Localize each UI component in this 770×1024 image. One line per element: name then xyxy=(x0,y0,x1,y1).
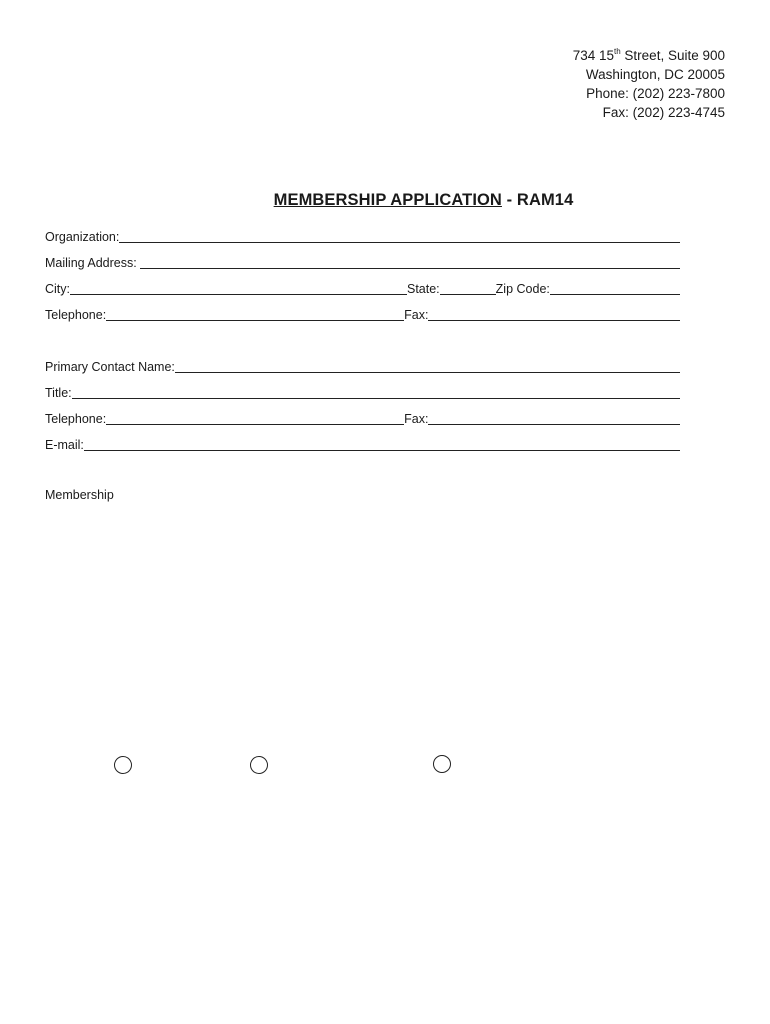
title-separator: - xyxy=(501,191,517,209)
zip-code-label: Zip Code: xyxy=(495,282,550,296)
membership-option-2-radio[interactable] xyxy=(250,756,268,774)
address-street: 734 15th Street, Suite 900 xyxy=(572,46,725,63)
city-label: City: xyxy=(45,282,70,296)
contact-telephone-fax-row xyxy=(45,410,680,426)
org-telephone-label: Telephone: xyxy=(45,308,107,322)
organization-address-block xyxy=(573,46,725,122)
mailing-address-row xyxy=(45,254,680,270)
contact-telephone-label: Telephone: xyxy=(45,412,107,426)
title-code: RAM14 xyxy=(516,191,574,209)
membership-label: Membership xyxy=(45,488,114,502)
contact-fax-field[interactable] xyxy=(428,424,680,425)
primary-contact-field[interactable] xyxy=(175,372,680,373)
contact-title-label: Title: xyxy=(45,386,72,400)
city-state-zip-row xyxy=(45,280,680,296)
primary-contact-row xyxy=(45,358,680,374)
contact-email-field[interactable] xyxy=(84,450,680,451)
address-phone: Phone: (202) 223-7800 xyxy=(586,86,725,101)
contact-telephone-field[interactable] xyxy=(106,424,404,425)
zip-code-field[interactable] xyxy=(550,294,680,295)
address-city: Washington, DC 20005 xyxy=(585,67,725,82)
contact-fax-label: Fax: xyxy=(404,412,429,426)
organization-row xyxy=(45,228,680,244)
address-fax: Fax: (202) 223-4745 xyxy=(602,105,725,120)
contact-title-row xyxy=(45,384,680,400)
organization-label: Organization: xyxy=(45,230,120,244)
state-field[interactable] xyxy=(440,294,496,295)
state-label: State: xyxy=(407,282,440,296)
org-fax-field[interactable] xyxy=(428,320,680,321)
primary-contact-label: Primary Contact Name: xyxy=(45,360,175,374)
membership-option-1-radio[interactable] xyxy=(114,756,132,774)
membership-option-3-radio[interactable] xyxy=(433,755,451,773)
mailing-address-label: Mailing Address: xyxy=(45,256,137,270)
org-telephone-fax-row xyxy=(45,306,680,322)
title-main: MEMBERSHIP APPLICATION xyxy=(273,191,502,209)
contact-email-label: E-mail: xyxy=(45,438,84,452)
contact-title-field[interactable] xyxy=(72,398,680,399)
contact-email-row xyxy=(45,436,680,452)
page-title xyxy=(0,191,770,210)
city-field[interactable] xyxy=(70,294,407,295)
org-telephone-field[interactable] xyxy=(106,320,404,321)
mailing-address-field[interactable] xyxy=(140,268,680,269)
organization-field[interactable] xyxy=(119,242,680,243)
org-fax-label: Fax: xyxy=(404,308,429,322)
